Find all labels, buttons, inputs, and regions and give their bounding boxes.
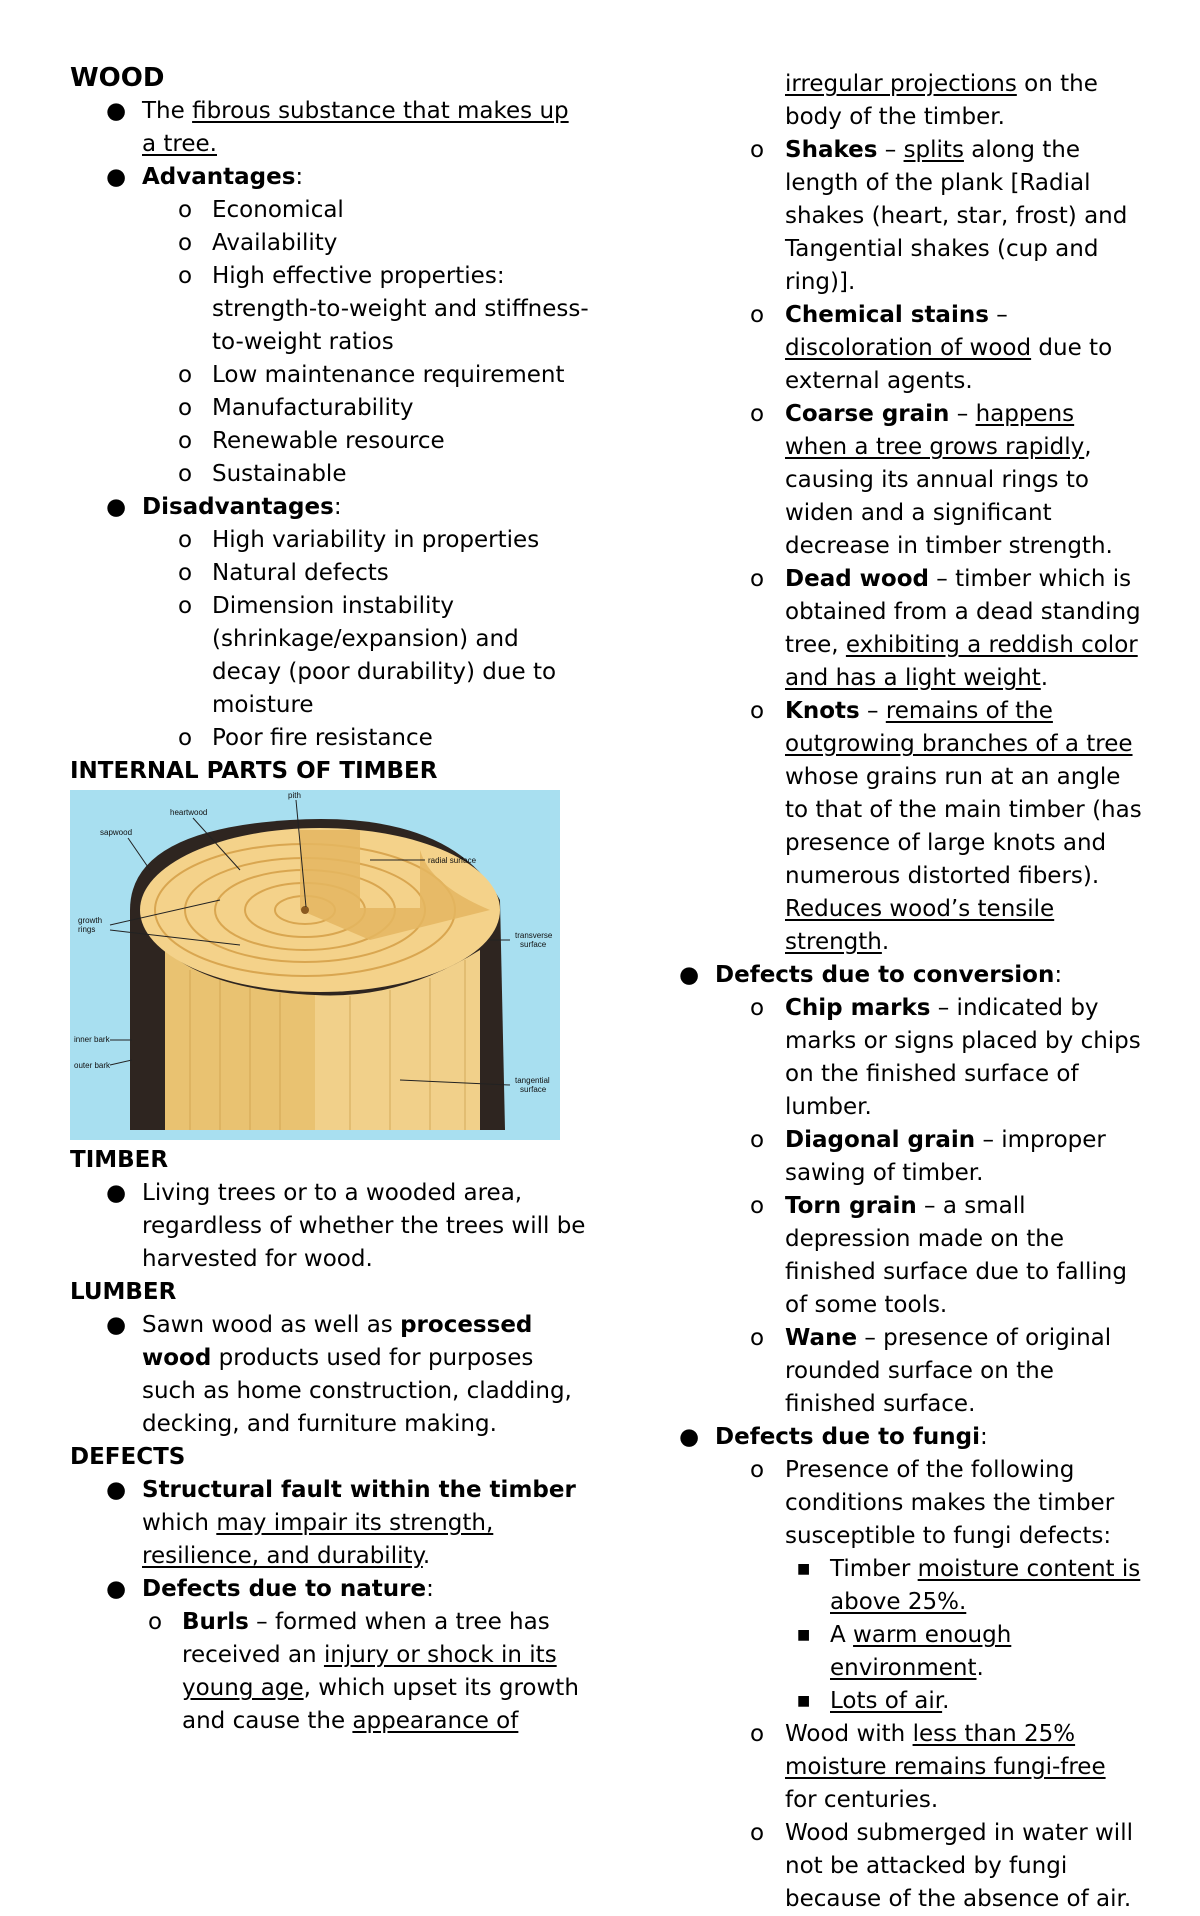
pith-dot <box>301 906 309 914</box>
list-item: o Torn grain – a small depression made on the finished surface due to falling of some tools. <box>675 1190 1143 1322</box>
list-item: o High variability in properties <box>70 524 590 557</box>
list-item: ● Living trees or to a wooded area, regardless of whether the trees will be harvested for wood. <box>70 1177 590 1276</box>
list-item: ■ Timber moisture content is above 25%. <box>675 1553 1143 1619</box>
list-item: ● Advantages: <box>70 161 590 194</box>
bullet-icon: ● <box>106 494 127 520</box>
list-item: o Availability <box>70 227 590 260</box>
lumber-heading: LUMBER <box>70 1279 177 1305</box>
timber-cross-section-figure <box>70 790 560 1140</box>
list-item: ● Defects due to conversion: <box>675 959 1143 992</box>
circle-bullet-icon: o <box>750 401 765 427</box>
list-item: ● Structural fault within the timber which may impair its strength, resilience, and durability. <box>70 1474 590 1573</box>
list-item: o Natural defects <box>70 557 590 590</box>
bullet-icon: ● <box>106 164 127 190</box>
list-item: ■ A warm enough environment. <box>675 1619 1143 1685</box>
circle-bullet-icon: o <box>178 461 193 487</box>
circle-bullet-icon: o <box>178 362 193 388</box>
right-column <box>675 68 1143 1916</box>
list-item: o Knots – remains of the outgrowing branches of a tree whose grains run at an angle to that of the main timber (has presence of large knots and numerous distorted fibers). Reduces wood’s tensile strength. <box>675 695 1143 959</box>
bullet-icon: ● <box>106 1477 127 1503</box>
circle-bullet-icon: o <box>750 995 765 1021</box>
label-pith: pith <box>288 791 301 800</box>
list-item: o Chip marks – indicated by marks or signs placed by chips on the finished surface of lumber. <box>675 992 1143 1124</box>
label-transverse-2: surface <box>520 940 547 949</box>
defects-list <box>70 1474 590 1738</box>
label-tangential-2: surface <box>520 1085 547 1094</box>
circle-bullet-icon: o <box>178 593 193 619</box>
list-item: o Poor fire resistance <box>70 722 590 755</box>
list-item: o Low maintenance requirement <box>70 359 590 392</box>
defects-continued-list <box>675 68 1143 1916</box>
label-radial-surface: radial surface <box>428 856 477 865</box>
list-item: ● Sawn wood as well as processed wood products used for purposes such as home construction, cladding, decking, and furniture making. <box>70 1309 590 1441</box>
defects-heading: DEFECTS <box>70 1444 186 1470</box>
list-item: o Presence of the following conditions makes the timber susceptible to fungi defects: <box>675 1454 1143 1553</box>
list-item: o Economical <box>70 194 590 227</box>
circle-bullet-icon: o <box>178 560 193 586</box>
lumber-list <box>70 1309 590 1441</box>
label-transverse-1: transverse <box>515 931 553 940</box>
bullet-icon: ● <box>106 1312 127 1338</box>
circle-bullet-icon: o <box>148 1609 163 1635</box>
list-item: o Renewable resource <box>70 425 590 458</box>
list-item: o Manufacturability <box>70 392 590 425</box>
list-item: ● Disadvantages: <box>70 491 590 524</box>
bullet-icon: ● <box>106 98 127 124</box>
label-inner-bark: inner bark <box>74 1035 110 1044</box>
circle-bullet-icon: o <box>178 527 193 553</box>
bullet-icon: ● <box>106 1180 127 1206</box>
circle-bullet-icon: o <box>750 1721 765 1747</box>
list-item: o Shakes – splits along the length of the plank [Radial shakes (heart, star, frost) and Tangential shakes (cup and ring)]. <box>675 134 1143 299</box>
bullet-icon: ● <box>679 962 700 988</box>
square-bullet-icon: ■ <box>797 1561 811 1577</box>
list-item: o High effective properties: strength-to-weight and stiffness-to-weight ratios <box>70 260 590 359</box>
list-item: o Sustainable <box>70 458 590 491</box>
circle-bullet-icon: o <box>750 1457 765 1483</box>
bullet-icon: ● <box>679 1424 700 1450</box>
circle-bullet-icon: o <box>178 725 193 751</box>
list-item: irregular projections on the body of the timber. <box>785 71 1098 130</box>
label-heartwood: heartwood <box>170 808 208 817</box>
list-item: o Dimension instability (shrinkage/expansion) and decay (poor durability) due to moisture <box>70 590 590 722</box>
list-item: ● Defects due to nature: <box>70 1573 590 1606</box>
label-growth-2: rings <box>78 925 96 934</box>
list-item: o Wood with less than 25% moisture remains fungi-free for centuries. <box>675 1718 1143 1817</box>
wood-list <box>70 95 590 755</box>
square-bullet-icon: ■ <box>797 1627 811 1643</box>
circle-bullet-icon: o <box>178 230 193 256</box>
list-item: ■ Lots of air. <box>675 1685 1143 1718</box>
circle-bullet-icon: o <box>750 1193 765 1219</box>
internal-parts-heading: INTERNAL PARTS OF TIMBER <box>70 758 438 784</box>
list-item: o Chemical stains – discoloration of wood due to external agents. <box>675 299 1143 398</box>
list-item: ● The fibrous substance that makes up a tree. <box>70 95 590 161</box>
circle-bullet-icon: o <box>750 1325 765 1351</box>
wood-heading: WOOD <box>70 63 165 93</box>
circle-bullet-icon: o <box>750 137 765 163</box>
list-item: ● Defects due to fungi: <box>675 1421 1143 1454</box>
list-item: o Dead wood – timber which is obtained from a dead standing tree, exhibiting a reddish color and has a light weight. <box>675 563 1143 695</box>
list-item: o Wood submerged in water will not be attacked by fungi because of the absence of air. <box>675 1817 1143 1916</box>
circle-bullet-icon: o <box>750 1820 765 1846</box>
circle-bullet-icon: o <box>750 698 765 724</box>
circle-bullet-icon: o <box>178 263 193 289</box>
circle-bullet-icon: o <box>178 197 193 223</box>
square-bullet-icon: ■ <box>797 1693 811 1709</box>
timber-list <box>70 1177 590 1276</box>
label-outer-bark: outer bark <box>74 1061 111 1070</box>
list-item: o Diagonal grain – improper sawing of timber. <box>675 1124 1143 1190</box>
left-column <box>70 62 590 1738</box>
list-item: o Burls – formed when a tree has received an injury or shock in its young age, which upset its growth and cause the appearance of <box>70 1606 590 1738</box>
timber-heading: TIMBER <box>70 1147 169 1173</box>
circle-bullet-icon: o <box>750 1127 765 1153</box>
circle-bullet-icon: o <box>750 302 765 328</box>
list-item: o Coarse grain – happens when a tree grows rapidly, causing its annual rings to widen and a significant decrease in timber strength. <box>675 398 1143 563</box>
circle-bullet-icon: o <box>178 395 193 421</box>
bullet-icon: ● <box>106 1576 127 1602</box>
label-growth-1: growth <box>78 916 103 925</box>
list-item: o Wane – presence of original rounded surface on the finished surface. <box>675 1322 1143 1421</box>
circle-bullet-icon: o <box>178 428 193 454</box>
label-tangential-1: tangential <box>515 1076 550 1085</box>
label-sapwood: sapwood <box>100 828 133 837</box>
circle-bullet-icon: o <box>750 566 765 592</box>
